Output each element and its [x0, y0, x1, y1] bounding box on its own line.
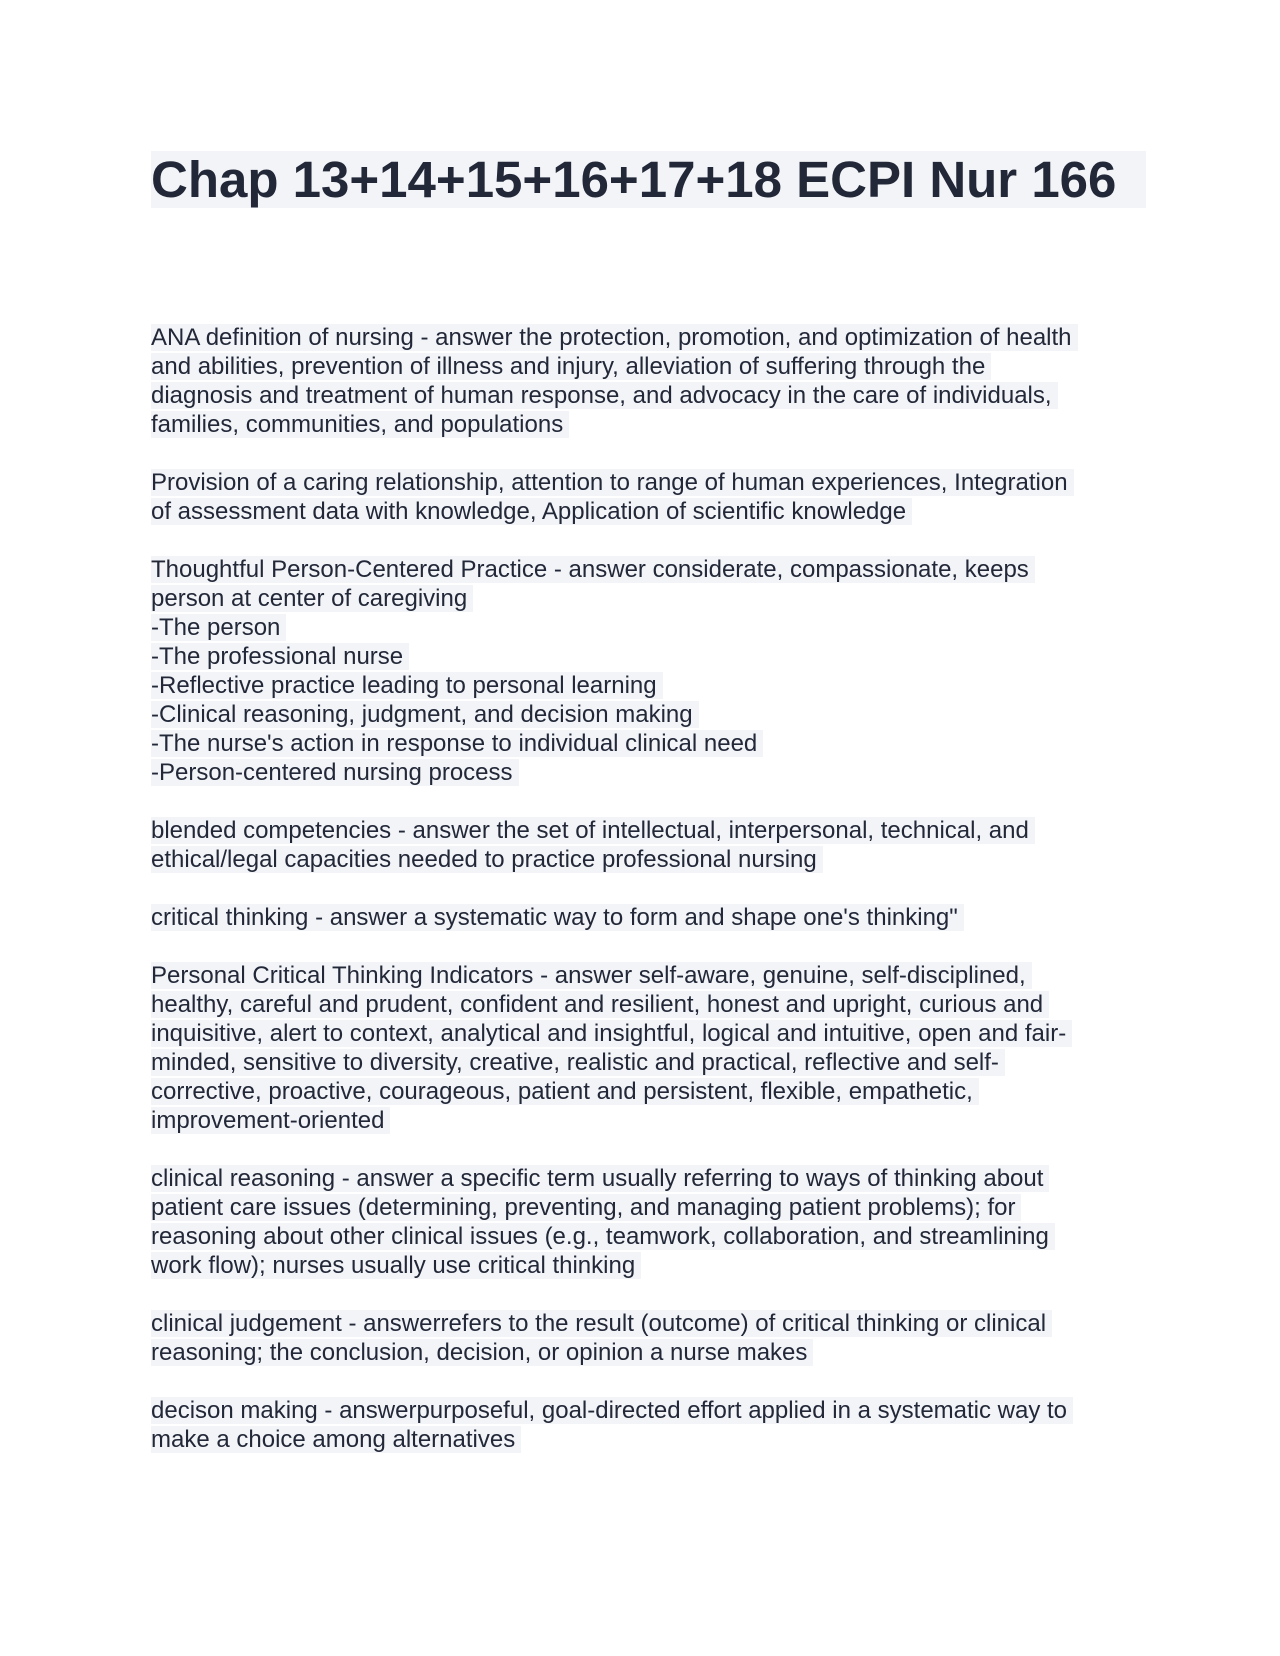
text-line — [151, 381, 1141, 410]
text-line-content: -The professional nurse — [151, 643, 409, 670]
text-line — [151, 352, 1141, 381]
text-line-content: improvement-oriented — [151, 1107, 390, 1134]
text-line — [151, 584, 1141, 613]
text-line-content: reasoning; the conclusion, decision, or opinion a nurse makes — [151, 1339, 813, 1366]
text-line-content: reasoning about other clinical issues (e.g., teamwork, collaboration, and streamlining — [151, 1223, 1055, 1250]
text-line-content: Personal Critical Thinking Indicators - answer self-aware, genuine, self-disciplined, — [151, 962, 1032, 989]
text-line — [151, 816, 1141, 845]
text-line-content: diagnosis and treatment of human response, and advocacy in the care of individuals, — [151, 382, 1058, 409]
text-line — [151, 903, 1141, 932]
paragraph — [151, 1396, 1141, 1454]
paragraph — [151, 816, 1141, 874]
text-line — [151, 1164, 1141, 1193]
text-line-content: clinical reasoning - answer a specific term usually referring to ways of thinking about — [151, 1165, 1049, 1192]
text-line — [151, 729, 1141, 758]
text-line — [151, 1019, 1141, 1048]
text-line — [151, 468, 1141, 497]
text-line — [151, 642, 1141, 671]
text-line — [151, 1251, 1141, 1280]
text-line — [151, 1106, 1141, 1135]
document-title-text: Chap 13+14+15+16+17+18 ECPI Nur 166 — [151, 151, 1146, 208]
text-line — [151, 961, 1141, 990]
text-line-content: decison making - answerpurposeful, goal-directed effort applied in a systematic way to — [151, 1397, 1073, 1424]
text-line — [151, 555, 1141, 584]
text-line — [151, 410, 1141, 439]
text-line-content: ethical/legal capacities needed to practice professional nursing — [151, 846, 823, 873]
text-line-content: work flow); nurses usually use critical thinking — [151, 1252, 641, 1279]
text-line — [151, 1338, 1141, 1367]
text-line-content: patient care issues (determining, preventing, and managing patient problems); for — [151, 1194, 1021, 1221]
text-line — [151, 1309, 1141, 1338]
text-line — [151, 1048, 1141, 1077]
text-line — [151, 1425, 1141, 1454]
text-line-content: of assessment data with knowledge, Application of scientific knowledge — [151, 498, 912, 525]
text-line — [151, 758, 1141, 787]
text-line — [151, 1396, 1141, 1425]
text-line-content: -The person — [151, 614, 286, 641]
text-line — [151, 1193, 1141, 1222]
text-line-content: families, communities, and populations — [151, 411, 569, 438]
text-line-content: Provision of a caring relationship, attention to range of human experiences, Integration — [151, 469, 1074, 496]
paragraph — [151, 961, 1141, 1135]
text-line-content: -Clinical reasoning, judgment, and decision making — [151, 701, 699, 728]
text-line — [151, 323, 1141, 352]
text-line-content: make a choice among alternatives — [151, 1426, 521, 1453]
text-line-content: Thoughtful Person-Centered Practice - answer considerate, compassionate, keeps — [151, 556, 1035, 583]
document-title — [151, 150, 1146, 210]
text-line-content: -The nurse's action in response to individual clinical need — [151, 730, 763, 757]
text-line-content: clinical judgement - answerrefers to the result (outcome) of critical thinking or clinical — [151, 1310, 1052, 1337]
paragraph — [151, 323, 1141, 439]
paragraph — [151, 1309, 1141, 1367]
text-line-content: corrective, proactive, courageous, patient and persistent, flexible, empathetic, — [151, 1078, 979, 1105]
text-line-content: blended competencies - answer the set of intellectual, interpersonal, technical, and — [151, 817, 1035, 844]
text-line-content: ANA definition of nursing - answer the protection, promotion, and optimization of health — [151, 324, 1078, 351]
text-line — [151, 700, 1141, 729]
text-line-content: minded, sensitive to diversity, creative, realistic and practical, reflective and self- — [151, 1049, 1005, 1076]
text-line — [151, 613, 1141, 642]
text-line-content: person at center of caregiving — [151, 585, 473, 612]
paragraph — [151, 468, 1141, 526]
text-line-content: healthy, careful and prudent, confident and resilient, honest and upright, curious and — [151, 991, 1049, 1018]
text-line — [151, 990, 1141, 1019]
text-line — [151, 671, 1141, 700]
paragraph — [151, 1164, 1141, 1280]
text-line — [151, 1077, 1141, 1106]
paragraph — [151, 903, 1141, 932]
document-body — [151, 323, 1141, 1483]
text-line-content: inquisitive, alert to context, analytical and insightful, logical and intuitive, open and fair- — [151, 1020, 1072, 1047]
text-line — [151, 1222, 1141, 1251]
text-line-content: -Person-centered nursing process — [151, 759, 519, 786]
text-line-content: and abilities, prevention of illness and injury, alleviation of suffering through the — [151, 353, 991, 380]
text-line-content: critical thinking - answer a systematic way to form and shape one's thinking" — [151, 904, 964, 931]
paragraph — [151, 555, 1141, 787]
text-line — [151, 497, 1141, 526]
text-line — [151, 845, 1141, 874]
text-line-content: -Reflective practice leading to personal learning — [151, 672, 663, 699]
